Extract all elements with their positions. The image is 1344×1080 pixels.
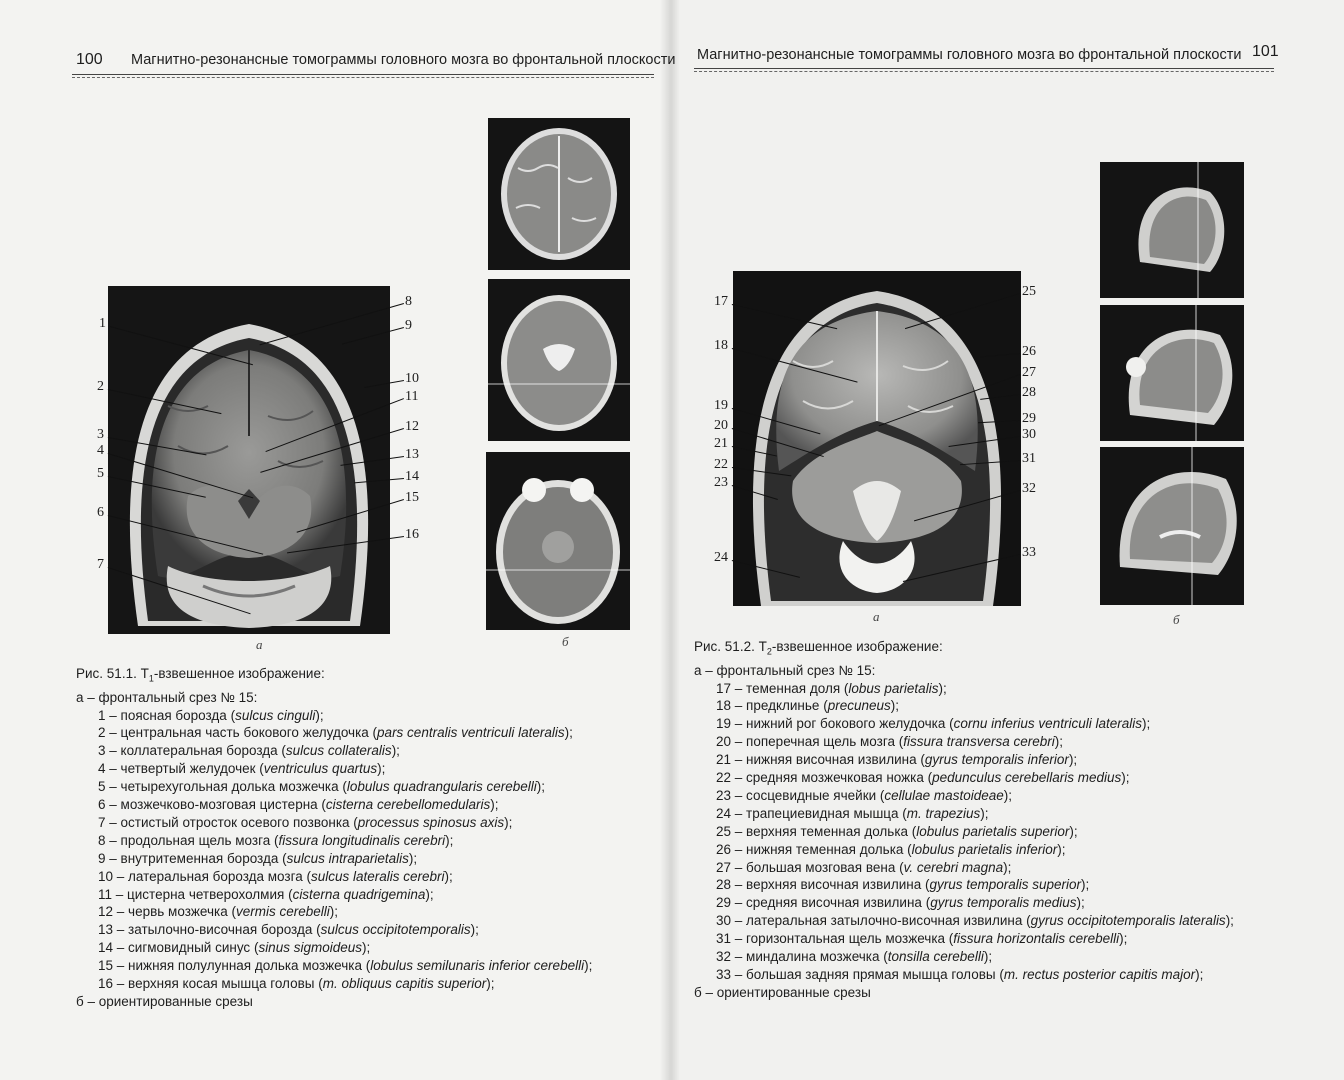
caption-item: 30 – латеральная затылочно-височная извилина (gyrus occipitotemporalis lateralis);	[716, 913, 1234, 929]
caption-item: 31 – горизонтальная щель мозжечка (fissura horizontalis cerebelli);	[716, 931, 1128, 947]
item-russian-term: средняя мозжечковая ножка	[746, 770, 924, 786]
item-number: 4	[98, 761, 106, 777]
item-russian-term: латеральная борозда мозга	[128, 868, 303, 884]
item-russian-term: горизонтальная щель мозжечка	[746, 931, 946, 947]
item-russian-term: нижняя полулунная долька мозжечка	[128, 958, 362, 974]
item-latin-term: gyrus temporalis medius	[930, 895, 1077, 911]
item-latin-term: pedunculus cerebellaris medius	[932, 770, 1122, 786]
label-2: 2	[97, 379, 104, 394]
label-19: 19	[714, 398, 728, 413]
panel-b-label-right: б	[1173, 612, 1180, 627]
item-latin-term: cellulae mastoideae	[884, 787, 1004, 803]
caption-item: 29 – средняя височная извилина (gyrus temporalis medius);	[716, 895, 1085, 911]
label-11: 11	[405, 389, 419, 404]
caption-item: 10 – латеральная борозда мозга (sulcus lateralis cerebri);	[98, 868, 453, 884]
caption-item: 33 – большая задняя прямая мышца головы (m. rectus posterior capitis major);	[716, 967, 1204, 982]
item-latin-term: lobulus quadrangularis cerebelli	[346, 779, 537, 795]
item-russian-term: внутритеменная борозда	[120, 850, 279, 866]
item-number: 31	[716, 931, 732, 947]
caption-item: 6 – мозжечково-мозговая цистерна (cisterna cerebellomedularis);	[98, 797, 499, 813]
label-15: 15	[405, 490, 419, 505]
item-latin-term: ventriculus quartus	[263, 761, 378, 777]
item-russian-term: мозжечково-мозговая цистерна	[120, 797, 318, 813]
label-33: 33	[1022, 545, 1036, 560]
item-latin-term: fissura longitudinalis cerebri	[278, 832, 446, 848]
header-rule-left-2	[72, 77, 654, 78]
book-gutter	[660, 0, 680, 1080]
item-latin-term: fissura transversa cerebri	[903, 734, 1055, 750]
item-number: 26	[716, 841, 732, 857]
label-25: 25	[1022, 284, 1036, 299]
item-number: 1	[98, 707, 106, 723]
caption-item: 14 – сигмовидный синус (sinus sigmoideus);	[98, 940, 371, 956]
item-latin-term: tonsilla cerebelli	[887, 949, 984, 965]
mri-sagittal-orientation-middle	[1100, 305, 1244, 441]
item-russian-term: миндалина мозжечка	[746, 949, 880, 965]
item-latin-term: sulcus cinguli	[235, 707, 316, 723]
caption-item: 13 – затылочно-височная борозда (sulcus occipitotemporalis);	[98, 922, 479, 938]
label-7: 7	[97, 557, 104, 572]
item-number: 18	[716, 698, 732, 714]
label-22: 22	[714, 457, 728, 472]
caption-item: 24 – трапециевидная мышца (m. trapezius);	[716, 805, 989, 821]
caption-item: 11 – цистерна четверохолмия (cisterna quadrigemina);	[98, 886, 434, 902]
item-latin-term: vermis cerebelli	[235, 904, 330, 920]
item-russian-term: латеральная затылочно-височная извилина	[746, 913, 1023, 929]
item-latin-term: m. obliquus capitis superior	[322, 976, 487, 992]
mri-sagittal-orientation-top	[1100, 162, 1244, 298]
item-latin-term: sulcus lateralis cerebri	[310, 868, 445, 884]
caption-item: 3 – коллатеральная борозда (sulcus collateralis);	[98, 743, 400, 759]
caption-title: Рис. 51.1. $T_1$-взвешенное изображение:	[76, 666, 325, 684]
item-number: 7	[98, 814, 106, 830]
item-russian-term: предклинье	[746, 698, 820, 714]
item-latin-term: fissura horizontalis cerebelli	[953, 931, 1120, 947]
item-number: 28	[716, 877, 732, 893]
caption-item: 16 – верхняя косая мышца головы (m. obliquus capitis superior);	[98, 976, 495, 992]
item-number: 19	[716, 716, 732, 732]
label-26: 26	[1022, 344, 1036, 359]
item-russian-term: четвертый желудочек	[120, 761, 256, 777]
item-russian-term: затылочно-височная борозда	[128, 922, 313, 938]
label-20: 20	[714, 418, 728, 433]
item-latin-term: gyrus temporalis superior	[929, 877, 1082, 893]
caption-item: 15 – нижняя полулунная долька мозжечка (lobulus semilunaris inferior cerebelli);	[98, 958, 593, 974]
panel-b-label-left: б	[562, 634, 569, 649]
item-russian-term: центральная часть бокового желудочка	[120, 725, 369, 741]
caption-item-list	[694, 680, 1234, 984]
caption-item: 2 – центральная часть бокового желудочка (pars centralis ventriculi lateralis);	[98, 725, 573, 741]
item-number: 29	[716, 895, 732, 911]
item-latin-term: m. rectus posterior capitis major	[1003, 967, 1196, 982]
caption-item: 7 – остистый отросток осевого позвонка (processus spinosus axis);	[98, 814, 513, 830]
caption-item: 18 – предклинье (precuneus);	[716, 698, 899, 714]
item-russian-term: сосцевидные ячейки	[746, 787, 877, 803]
caption-item: 22 – средняя мозжечковая ножка (pedunculus cerebellaris medius);	[716, 770, 1130, 786]
item-latin-term: cisterna quadrigemina	[292, 886, 426, 902]
item-number: 17	[716, 680, 732, 696]
mri-axial-orientation-bottom	[486, 452, 630, 630]
item-russian-term: червь мозжечка	[128, 904, 228, 920]
header-rule-right	[694, 68, 1274, 69]
label-12: 12	[405, 419, 419, 434]
item-latin-term: gyrus occipitotemporalis lateralis	[1030, 913, 1226, 929]
label-9: 9	[405, 318, 412, 333]
item-number: 9	[98, 850, 106, 866]
label-5: 5	[97, 466, 104, 481]
panel-a-label-left: а	[256, 637, 263, 652]
item-russian-term: средняя височная извилина	[746, 895, 922, 911]
caption-a-line: а – фронтальный срез № 15:	[694, 662, 876, 678]
item-latin-term: lobulus parietalis inferior	[911, 841, 1058, 857]
label-29: 29	[1022, 411, 1036, 426]
item-russian-term: теменная доля	[746, 680, 841, 696]
item-latin-term: v. cerebri magna	[903, 859, 1004, 875]
mri-t2-coronal-image	[733, 271, 1021, 606]
label-31: 31	[1022, 451, 1036, 466]
item-latin-term: sulcus collateralis	[285, 743, 392, 759]
label-3: 3	[97, 427, 104, 442]
caption-item: 5 – четырехугольная долька мозжечка (lobulus quadrangularis cerebelli);	[98, 779, 546, 795]
caption-item: 4 – четвертый желудочек (ventriculus quartus);	[98, 761, 386, 777]
item-latin-term: cornu inferius ventriculi lateralis	[953, 716, 1142, 732]
item-latin-term: gyrus temporalis inferior	[924, 752, 1069, 768]
item-latin-term: pars centralis ventriculi lateralis	[377, 725, 565, 741]
mri-sagittal-orientation-bottom	[1100, 447, 1244, 605]
caption-b-line: б – ориентированные срезы	[694, 984, 871, 1000]
item-latin-term: cisterna cerebellomedularis	[325, 797, 491, 813]
item-number: 2	[98, 725, 106, 741]
label-1: 1	[99, 316, 106, 331]
label-6: 6	[97, 505, 104, 520]
item-number: 13	[98, 922, 114, 938]
label-14: 14	[405, 469, 419, 484]
item-number: 11	[98, 886, 113, 902]
item-russian-term: большая мозговая вена	[746, 859, 896, 875]
item-number: 22	[716, 770, 732, 786]
item-russian-term: цистерна четверохолмия	[127, 886, 285, 902]
label-21: 21	[714, 436, 728, 451]
panel-a-label-right: а	[873, 609, 880, 624]
item-russian-term: нижняя теменная долька	[746, 841, 904, 857]
caption-item: 20 – поперечная щель мозга (fissura transversa cerebri);	[716, 734, 1064, 750]
figure-caption-left	[76, 665, 592, 1011]
item-latin-term: sulcus intraparietalis	[286, 850, 409, 866]
item-russian-term: продольная щель мозга	[120, 832, 271, 848]
caption-item: 28 – верхняя височная извилина (gyrus temporalis superior);	[716, 877, 1090, 893]
caption-item: 27 – большая мозговая вена (v. cerebri magna);	[716, 859, 1012, 875]
item-latin-term: sinus sigmoideus	[258, 940, 362, 956]
label-8: 8	[405, 294, 412, 309]
caption-item: 25 – верхняя теменная долька (lobulus parietalis superior);	[716, 823, 1078, 839]
label-4: 4	[97, 443, 104, 458]
caption-a-line: а – фронтальный срез № 15:	[76, 689, 258, 705]
item-number: 21	[716, 752, 732, 768]
item-latin-term: lobulus parietalis superior	[916, 823, 1070, 839]
label-23: 23	[714, 475, 728, 490]
page-number-left: 100	[76, 51, 103, 68]
item-russian-term: верхняя косая мышца головы	[128, 976, 315, 992]
item-russian-term: остистый отросток осевого позвонка	[120, 814, 350, 830]
item-latin-term: m. trapezius	[906, 805, 981, 821]
caption-item: 32 – миндалина мозжечка (tonsilla cerebelli);	[716, 949, 993, 965]
item-number: 30	[716, 913, 732, 929]
caption-item: 17 – теменная доля (lobus parietalis);	[716, 680, 947, 696]
item-number: 15	[98, 958, 114, 974]
item-russian-term: верхняя теменная долька	[746, 823, 909, 839]
item-number: 6	[98, 797, 106, 813]
caption-item: 23 – сосцевидные ячейки (cellulae mastoideae);	[716, 787, 1012, 803]
label-13: 13	[405, 447, 419, 462]
caption-title: Рис. 51.2. $T_2$-взвешенное изображение:	[694, 639, 943, 657]
item-number: 3	[98, 743, 106, 759]
figure-caption-right	[694, 638, 1234, 1002]
running-head-left: Магнитно-резонансные томограммы головного мозга во фронтальной плоскости	[131, 52, 676, 68]
item-number: 23	[716, 787, 732, 803]
item-russian-term: трапециевидная мышца	[746, 805, 899, 821]
label-28: 28	[1022, 385, 1036, 400]
item-latin-term: processus spinosus axis	[357, 814, 505, 830]
item-number: 33	[716, 967, 732, 982]
header-rule-right-2	[694, 71, 1274, 72]
label-10: 10	[405, 371, 419, 386]
item-russian-term: коллатеральная борозда	[120, 743, 278, 759]
item-number: 27	[716, 859, 732, 875]
item-latin-term: sulcus occipitotemporalis	[320, 922, 471, 938]
item-russian-term: нижняя височная извилина	[746, 752, 917, 768]
label-16: 16	[405, 527, 419, 542]
caption-item: 12 – червь мозжечка (vermis cerebelli);	[98, 904, 338, 920]
caption-item: 21 – нижняя височная извилина (gyrus temporalis inferior);	[716, 752, 1078, 768]
item-number: 5	[98, 779, 106, 795]
caption-item: 9 – внутритеменная борозда (sulcus intraparietalis);	[98, 850, 418, 866]
label-18: 18	[714, 338, 728, 353]
item-number: 10	[98, 868, 114, 884]
label-30: 30	[1022, 427, 1036, 442]
mri-axial-orientation-top	[488, 118, 630, 270]
caption-b-line: б – ориентированные срезы	[76, 994, 253, 1009]
label-27: 27	[1022, 365, 1036, 380]
caption-item: 19 – нижний рог бокового желудочка (cornu inferius ventriculi lateralis);	[716, 716, 1151, 732]
page-number-right: 101	[1252, 43, 1279, 60]
running-head-right: Магнитно-резонансные томограммы головного мозга во фронтальной плоскости	[697, 47, 1242, 63]
item-russian-term: четырехугольная долька мозжечка	[120, 779, 339, 795]
item-russian-term: большая задняя прямая мышца головы	[746, 967, 996, 982]
label-17: 17	[714, 294, 728, 309]
item-latin-term: lobulus semilunaris inferior cerebelli	[370, 958, 585, 974]
caption-item: 8 – продольная щель мозга (fissura longitudinalis cerebri);	[98, 832, 454, 848]
header-rule-left	[72, 74, 654, 75]
label-32: 32	[1022, 481, 1036, 496]
item-russian-term: сигмовидный синус	[128, 940, 251, 956]
caption-item: 1 – поясная борозда (sulcus cinguli);	[98, 707, 324, 723]
item-number: 25	[716, 823, 732, 839]
caption-item: 26 – нижняя теменная долька (lobulus parietalis inferior);	[716, 841, 1066, 857]
item-latin-term: precuneus	[827, 698, 891, 714]
label-24: 24	[714, 550, 728, 565]
item-number: 12	[98, 904, 114, 920]
item-number: 8	[98, 832, 106, 848]
item-number: 14	[98, 940, 114, 956]
item-russian-term: поперечная щель мозга	[746, 734, 895, 750]
item-number: 32	[716, 949, 732, 965]
item-russian-term: нижний рог бокового желудочка	[746, 716, 946, 732]
item-number: 24	[716, 805, 732, 821]
caption-item-list	[76, 707, 592, 994]
mri-axial-orientation-middle	[488, 279, 630, 441]
item-russian-term: поясная борозда	[120, 707, 227, 723]
item-latin-term: lobus parietalis	[848, 680, 939, 696]
item-number: 20	[716, 734, 732, 750]
item-number: 16	[98, 976, 114, 992]
item-russian-term: верхняя височная извилина	[746, 877, 922, 893]
